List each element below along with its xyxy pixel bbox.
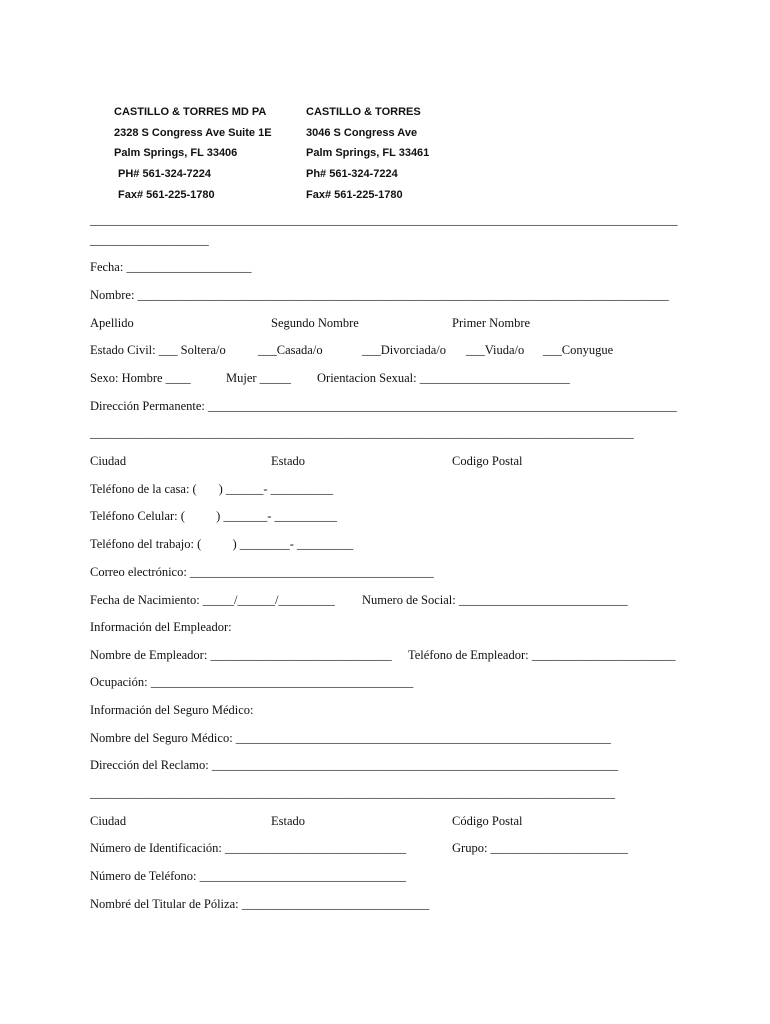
estado-label: Estado xyxy=(271,454,306,468)
estado-civil-casada[interactable]: ___Casada/o xyxy=(258,343,323,357)
fecha-nacimiento-field[interactable]: Fecha de Nacimiento: _____/______/_________ xyxy=(90,593,335,607)
sexo-hombre-field[interactable]: Sexo: Hombre ____ xyxy=(90,371,191,385)
nombre-seguro-field[interactable]: Nombre del Seguro Médico: ____________________________________________________________ xyxy=(90,731,611,745)
orientacion-sexual-field[interactable]: Orientacion Sexual: ________________________ xyxy=(317,371,570,385)
estado-civil-conyugue[interactable]: ___Conyugue xyxy=(543,343,614,357)
divider-line-1: ______________________________________________________________________________________________ xyxy=(90,213,678,227)
telefono-celular-field[interactable]: Teléfono Celular: ( ) _______- __________ xyxy=(90,509,337,523)
numero-social-field[interactable]: Numero de Social: ___________________________ xyxy=(362,593,628,607)
clinic-fax-right: Fax# 561-225-1780 xyxy=(306,188,403,201)
clinic-street-left: 2328 S Congress Ave Suite 1E xyxy=(114,126,272,139)
estado-civil-soltera[interactable]: Estado Civil: ___ Soltera/o xyxy=(90,343,226,357)
segundo-nombre-label: Segundo Nombre xyxy=(271,316,359,330)
clinic-city-right: Palm Springs, FL 33461 xyxy=(306,147,430,160)
apellido-label: Apellido xyxy=(90,316,134,330)
telefono-empleador-field[interactable]: Teléfono de Empleador: _______________________ xyxy=(408,648,676,662)
direccion-line-2[interactable]: _______________________________________________________________________________________ xyxy=(90,426,634,440)
clinic-address-right xyxy=(306,102,429,205)
clinic-name-left: CASTILLO & TORRES MD PA xyxy=(114,106,267,118)
telefono-trabajo-field[interactable]: Teléfono del trabajo: ( ) ________- _________ xyxy=(90,537,354,551)
fecha-field[interactable]: Fecha: ____________________ xyxy=(90,260,252,274)
codigo-postal-seguro-label: Código Postal xyxy=(452,814,523,828)
clinic-phone-right: Ph# 561-324-7224 xyxy=(306,168,398,181)
clinic-address-left xyxy=(114,102,272,205)
direccion-reclamo-field[interactable]: Dirección del Reclamo: _________________________________________________________________ xyxy=(90,758,619,772)
correo-field[interactable]: Correo electrónico: _______________________________________ xyxy=(90,565,434,579)
info-seguro-heading: Información del Seguro Médico: xyxy=(90,703,254,717)
estado-seguro-label: Estado xyxy=(271,814,306,828)
clinic-name-right: CASTILLO & TORRES xyxy=(306,106,421,118)
nombre-empleador-field[interactable]: Nombre de Empleador: _____________________________ xyxy=(90,648,392,662)
nombre-field[interactable]: Nombre: _____________________________________________________________________________________ xyxy=(90,288,669,302)
estado-civil-viuda[interactable]: ___Viuda/o xyxy=(466,343,525,357)
info-empleador-heading: Información del Empleador: xyxy=(90,620,232,634)
numero-identificacion-field[interactable]: Número de Identificación: _____________________________ xyxy=(90,841,407,855)
direccion-permanente-field[interactable]: Dirección Permanente: ___________________________________________________________________________ xyxy=(90,399,677,413)
clinic-city-left: Palm Springs, FL 33406 xyxy=(114,147,238,160)
ocupacion-field[interactable]: Ocupación: __________________________________________ xyxy=(90,675,414,689)
telefono-casa-field[interactable]: Teléfono de la casa: ( ) ______- __________ xyxy=(90,482,334,496)
grupo-field[interactable]: Grupo: ______________________ xyxy=(452,841,629,855)
estado-civil-divorciada[interactable]: ___Divorciada/o xyxy=(362,343,447,357)
reclamo-line-2[interactable]: ____________________________________________________________________________________ xyxy=(90,786,615,800)
clinic-fax-left: Fax# 561-225-1780 xyxy=(118,188,215,201)
primer-nombre-label: Primer Nombre xyxy=(452,316,531,330)
numero-telefono-field[interactable]: Número de Teléfono: _________________________________ xyxy=(90,869,406,883)
divider-line-2: ___________________ xyxy=(90,233,209,247)
titular-poliza-field[interactable]: Nombré del Titular de Póliza: ______________________________ xyxy=(90,897,430,911)
sexo-mujer-field[interactable]: Mujer _____ xyxy=(226,371,291,385)
clinic-street-right: 3046 S Congress Ave xyxy=(306,126,418,139)
ciudad-label: Ciudad xyxy=(90,454,127,468)
ciudad-seguro-label: Ciudad xyxy=(90,814,127,828)
codigo-postal-label: Codigo Postal xyxy=(452,454,523,468)
clinic-phone-left: PH# 561-324-7224 xyxy=(118,168,211,181)
